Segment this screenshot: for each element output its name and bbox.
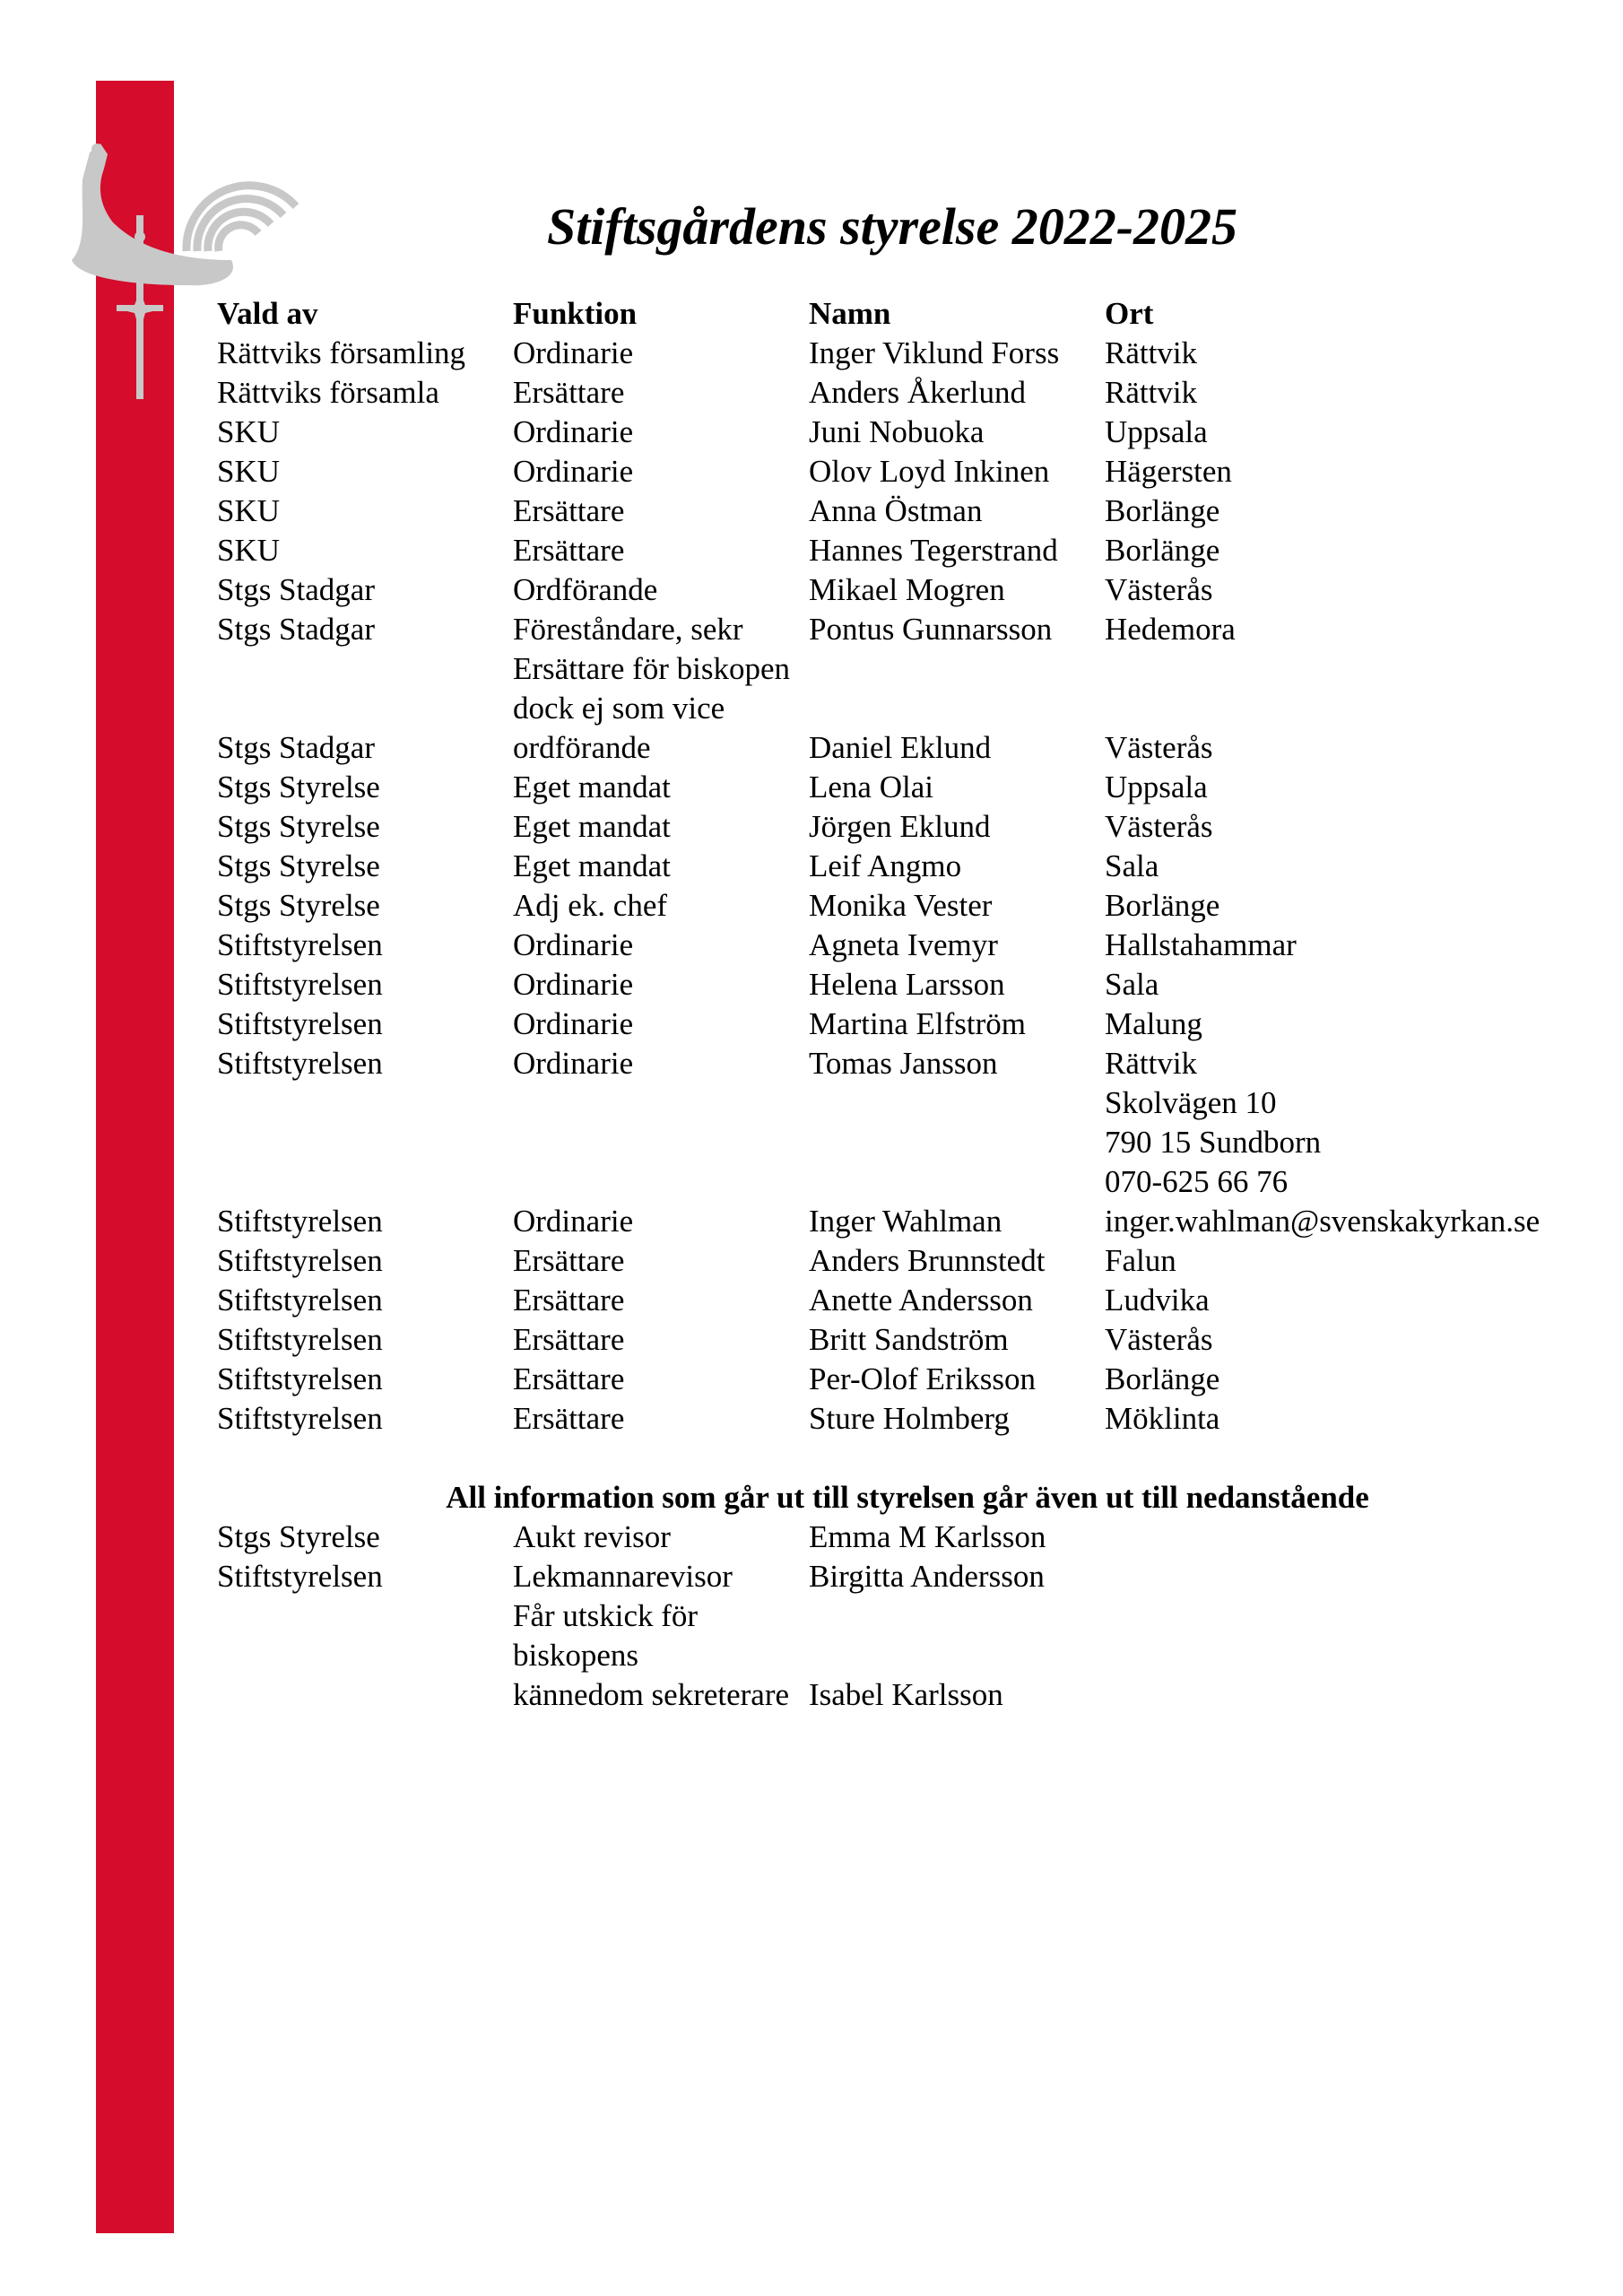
cell-funktion: Ersättare <box>513 1283 625 1318</box>
cell-ort: Rättvik <box>1105 375 1198 410</box>
cell-funktion: Ordinarie <box>513 1006 634 1041</box>
cell-ort: Västerås <box>1105 572 1213 607</box>
cell-funktion: Ersättare för biskopen dock ej som vice ordförande <box>513 651 791 765</box>
cell-namn: Isabel Karlsson <box>809 1677 1003 1712</box>
table-row <box>217 1044 1598 1083</box>
cell-funktion: Ersättare <box>513 1243 625 1278</box>
table-row <box>217 1557 1598 1596</box>
cell-vald-av: Stiftstyrelsen <box>217 1322 383 1357</box>
cell-funktion-tail <box>644 1677 652 1712</box>
cell-namn: Anders Brunnstedt <box>809 1243 1046 1278</box>
info-heading-row <box>217 1439 1598 1518</box>
cell-funktion: Eget mandat <box>513 848 671 883</box>
cell-namn: Olov Loyd Inkinen <box>809 454 1050 489</box>
cell-funktion: Ersättare <box>513 533 625 568</box>
table-row <box>217 1320 1598 1360</box>
cell-funktion: Ersättare <box>513 1361 625 1396</box>
cell-funktion: Ordinarie <box>513 927 634 962</box>
header-funktion: Funktion <box>513 296 638 331</box>
cell-ort: Västerås <box>1105 809 1213 844</box>
cell-namn: Anders Åkerlund <box>809 375 1027 410</box>
cell-funktion: Eget mandat <box>513 809 671 844</box>
cell-namn: Juni Nobuoka <box>809 414 985 449</box>
cell-ort: Hedemora <box>1105 612 1236 647</box>
cell-funktion <box>513 1596 809 1715</box>
cell-namn: Hannes Tegerstrand <box>809 533 1058 568</box>
board-rows <box>217 334 1598 1439</box>
cell-funktion-text: Får utskick för biskopens kännedom <box>513 1598 699 1712</box>
cell-funktion: Lekmannarevisor <box>513 1559 733 1594</box>
cell-namn: Pontus Gunnarsson <box>809 612 1053 647</box>
table-row <box>217 491 1598 531</box>
cell-ort: Möklinta <box>1105 1401 1220 1436</box>
cell-namn: Helena Larsson <box>809 967 1005 1002</box>
cell-ort: Malung <box>1105 1006 1202 1041</box>
table-row <box>217 1360 1598 1399</box>
cell-ort <box>1105 1596 1598 1715</box>
cell-ort: Uppsala <box>1105 770 1208 804</box>
cell-funktion: Aukt revisor <box>513 1519 671 1554</box>
cell-ort: Hägersten <box>1105 454 1232 489</box>
cell-funktion: Ersättare <box>513 1322 625 1357</box>
cell-funktion: Föreståndare, sekr <box>513 612 743 647</box>
cell-vald-av: SKU <box>217 493 281 528</box>
cell-ort: Falun <box>1105 1243 1176 1278</box>
cell-ort: Västerås <box>1105 1322 1213 1357</box>
cell-ort: Borlänge <box>1105 1361 1220 1396</box>
cell-ort: Skolvägen 10 790 15 Sundborn 070-625 66 76 inger.wahlman@svenskakyrkan.se <box>1105 1085 1541 1239</box>
table-row <box>217 1596 1598 1715</box>
cell-vald-av: Stgs Stadgar <box>217 572 375 607</box>
header-ort: Ort <box>1105 296 1154 331</box>
board-table-container <box>217 294 1598 1715</box>
cell-ort: Hallstahammar <box>1105 927 1297 962</box>
cell-vald-av <box>217 1596 513 1715</box>
cell-ort: Sala <box>1105 848 1159 883</box>
cell-vald-av: Stiftstyrelsen <box>217 1361 383 1396</box>
cell-vald-av: Stiftstyrelsen <box>217 1283 383 1318</box>
cell-vald-av: Stiftstyrelsen <box>217 927 383 962</box>
cell-namn: Lena Olai <box>809 770 933 804</box>
cell-namn: Jörgen Eklund <box>809 809 991 844</box>
table-row <box>217 373 1598 413</box>
cell-funktion: Eget mandat <box>513 770 671 804</box>
table-row <box>217 1399 1598 1439</box>
table-row <box>217 1083 1598 1241</box>
cell-vald-av: Stgs Styrelse <box>217 809 380 844</box>
board-table <box>217 294 1598 1715</box>
table-header-row <box>217 294 1598 334</box>
cell-vald-av: Rättviks församling <box>217 335 466 370</box>
cell-namn: Per-Olof Eriksson <box>809 1361 1037 1396</box>
cell-ort: Rättvik <box>1105 335 1198 370</box>
cell-vald-av: Stgs Styrelse <box>217 1519 380 1554</box>
cell-namn: Tomas Jansson <box>809 1046 998 1081</box>
header-vald-av: Vald av <box>217 296 318 331</box>
table-row <box>217 1241 1598 1281</box>
cell-vald-av: Stgs Stadgar <box>217 730 375 765</box>
table-row <box>217 334 1598 373</box>
cell-funktion: Adj ek. chef <box>513 888 668 923</box>
table-row <box>217 570 1598 610</box>
info-section <box>217 1439 1598 1715</box>
info-heading: All information som går ut till styrelsen går även ut till nedanstående <box>446 1480 1369 1515</box>
cell-namn: Anette Andersson <box>809 1283 1033 1318</box>
table-row <box>217 926 1598 965</box>
cell-funktion: Ersättare <box>513 375 625 410</box>
cell-funktion: Ersättare <box>513 1401 625 1436</box>
cell-vald-av: Stiftstyrelsen <box>217 1401 383 1436</box>
cell-namn: Britt Sandström <box>809 1322 1009 1357</box>
cell-vald-av: Stiftstyrelsen <box>217 1204 383 1239</box>
cell-vald-av: Stiftstyrelsen <box>217 1559 383 1594</box>
table-row <box>217 610 1598 649</box>
cell-ort: Uppsala <box>1105 414 1208 449</box>
cell-namn: Daniel Eklund <box>809 730 992 765</box>
cell-funktion: Ordinarie <box>513 967 634 1002</box>
header-namn: Namn <box>809 296 891 331</box>
cell-funktion-tail-text: sekreterare <box>651 1677 790 1712</box>
cell-funktion: Ersättare <box>513 493 625 528</box>
table-row <box>217 847 1598 886</box>
cell-namn: Leif Angmo <box>809 848 962 883</box>
table-row <box>217 531 1598 570</box>
cell-funktion: Ordinarie <box>513 454 634 489</box>
cell-funktion: Ordinarie <box>513 1046 634 1081</box>
cell-namn: Emma M Karlsson <box>809 1519 1046 1554</box>
cell-namn: Birgitta Andersson <box>809 1559 1045 1594</box>
cell-ort: Rättvik <box>1105 1046 1198 1081</box>
cell-ort: Borlänge <box>1105 533 1220 568</box>
cell-namn: Inger Wahlman <box>809 1204 1002 1239</box>
table-row <box>217 1004 1598 1044</box>
cell-vald-av: Stiftstyrelsen <box>217 1006 383 1041</box>
page-title: Stiftsgårdens styrelse 2022-2025 <box>546 197 1238 256</box>
table-row <box>217 965 1598 1004</box>
cell-ort: Västerås <box>1105 730 1213 765</box>
table-row <box>217 1518 1598 1557</box>
table-row <box>217 649 1598 768</box>
cell-namn: Inger Viklund Forss <box>809 335 1060 370</box>
cell-namn: Monika Vester <box>809 888 993 923</box>
cell-vald-av: Stiftstyrelsen <box>217 1046 383 1081</box>
cell-ort: Sala <box>1105 967 1159 1002</box>
table-row <box>217 886 1598 926</box>
cell-vald-av: SKU <box>217 414 281 449</box>
table-row <box>217 768 1598 807</box>
cell-vald-av: Stgs Styrelse <box>217 770 380 804</box>
cell-vald-av: Rättviks församla <box>217 375 439 410</box>
cell-vald-av: SKU <box>217 533 281 568</box>
cell-funktion: Ordinarie <box>513 1204 634 1239</box>
cell-vald-av: Stgs Stadgar <box>217 612 375 647</box>
cell-vald-av: Stgs Styrelse <box>217 848 380 883</box>
cell-ort <box>1105 1557 1598 1596</box>
cell-namn: Mikael Mogren <box>809 572 1005 607</box>
cell-ort <box>1105 1518 1598 1557</box>
table-row <box>217 1281 1598 1320</box>
table-row <box>217 452 1598 491</box>
cell-namn: Martina Elfström <box>809 1006 1027 1041</box>
cell-funktion: Ordinarie <box>513 335 634 370</box>
cell-vald-av: Stgs Styrelse <box>217 888 380 923</box>
cell-funktion: Ordförande <box>513 572 658 607</box>
cell-vald-av: Stiftstyrelsen <box>217 967 383 1002</box>
cell-vald-av: SKU <box>217 454 281 489</box>
table-row <box>217 413 1598 452</box>
cell-namn: Sture Holmberg <box>809 1401 1010 1436</box>
cell-funktion: Ordinarie <box>513 414 634 449</box>
cell-vald-av: Stiftstyrelsen <box>217 1243 383 1278</box>
cell-ort: Borlänge <box>1105 888 1220 923</box>
cell-namn: Anna Östman <box>809 493 983 528</box>
table-row <box>217 807 1598 847</box>
red-side-bar <box>96 81 174 2233</box>
cell-ort: Ludvika <box>1105 1283 1210 1318</box>
cell-namn: Agneta Ivemyr <box>809 927 998 962</box>
cell-ort: Borlänge <box>1105 493 1220 528</box>
